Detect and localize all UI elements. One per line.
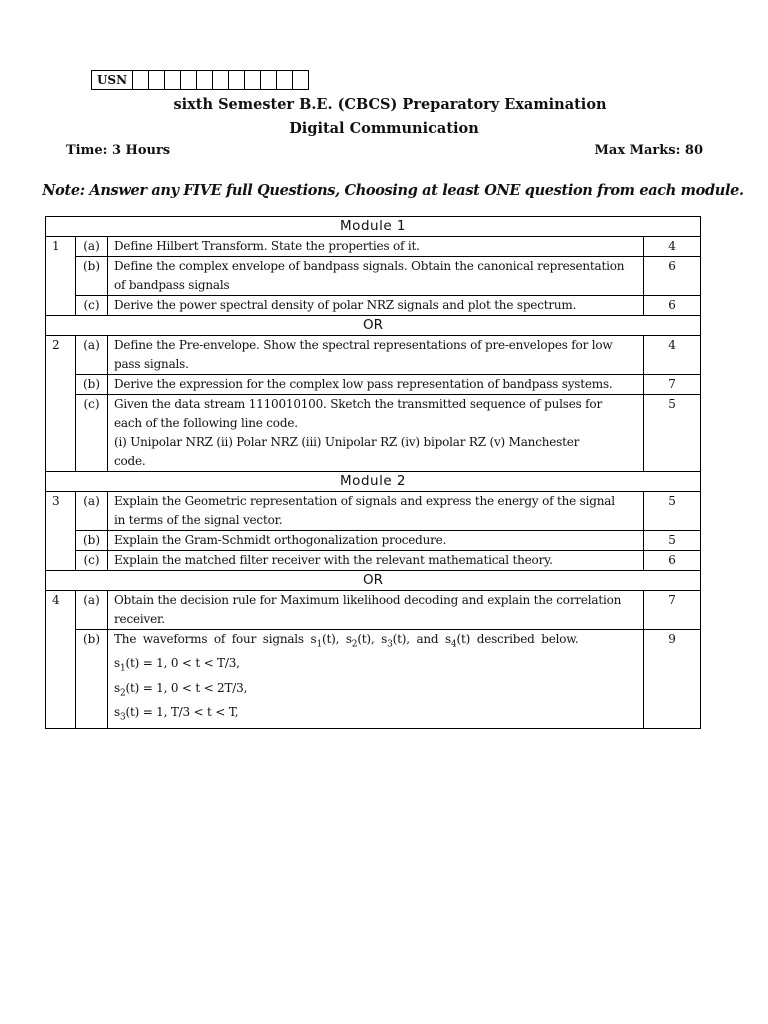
question-row <box>46 630 701 729</box>
question-line: Explain the Gram-Schmidt orthogonalization procedure. <box>114 533 447 547</box>
question-text <box>108 237 644 257</box>
question-row <box>46 336 701 375</box>
marks-value: 6 <box>644 296 701 316</box>
exam-title: sixth Semester B.E. (CBCS) Preparatory Examination <box>173 96 607 113</box>
subscript: 3 <box>387 639 393 650</box>
subscript: 4 <box>450 639 457 650</box>
or-label: OR <box>46 316 701 336</box>
module-heading-row <box>46 217 701 237</box>
question-text <box>108 492 644 531</box>
question-line: pass signals. <box>114 357 189 371</box>
usn-digit-box <box>133 71 149 89</box>
usn-digit-box <box>165 71 181 89</box>
question-line: (i) Unipolar NRZ (ii) Polar NRZ (iii) Unipolar RZ (iv) bipolar RZ (v) Manchester <box>114 435 580 449</box>
question-line: in terms of the signal vector. <box>114 513 283 527</box>
question-text <box>108 531 644 551</box>
marks-value: 6 <box>644 257 701 296</box>
subscript: 2 <box>119 688 126 699</box>
module-title: Module 2 <box>46 472 701 492</box>
question-row <box>46 257 701 296</box>
instructions-note: Note: Answer any FIVE full Questions, Choosing at least ONE question from each module. <box>42 182 744 199</box>
question-line: code. <box>114 454 146 468</box>
part-label: (b) <box>76 257 108 296</box>
subscript: 1 <box>119 663 126 674</box>
max-marks: Max Marks: 80 <box>594 143 703 158</box>
or-row <box>46 316 701 336</box>
part-label: (b) <box>76 375 108 395</box>
usn-digit-box <box>245 71 261 89</box>
or-label: OR <box>46 571 701 591</box>
time-duration: Time: 3 Hours <box>66 143 171 158</box>
question-text <box>108 257 644 296</box>
question-line: Obtain the decision rule for Maximum likelihood decoding and explain the correlation <box>114 593 622 607</box>
question-row <box>46 531 701 551</box>
question-row <box>46 591 701 630</box>
question-row <box>46 237 701 257</box>
usn-label: USN <box>92 71 133 89</box>
usn-box <box>91 70 309 90</box>
question-line: Given the data stream 1110010100. Sketch the transmitted sequence of pulses for <box>114 397 602 411</box>
question-number: 2 <box>46 336 76 472</box>
marks-value: 7 <box>644 591 701 630</box>
part-label: (b) <box>76 531 108 551</box>
usn-digit-box <box>261 71 277 89</box>
marks-value: 5 <box>644 492 701 531</box>
part-label: (c) <box>76 395 108 472</box>
question-line: each of the following line code. <box>114 416 298 430</box>
part-label: (b) <box>76 630 108 729</box>
marks-value: 7 <box>644 375 701 395</box>
module-title: Module 1 <box>46 217 701 237</box>
part-label: (c) <box>76 296 108 316</box>
part-label: (a) <box>76 492 108 531</box>
subscript: 3 <box>119 712 126 723</box>
question-line: Define the Pre-envelope. Show the spectral representations of pre-envelopes for low <box>114 338 613 352</box>
question-text <box>108 630 644 729</box>
part-label: (a) <box>76 336 108 375</box>
question-text <box>108 591 644 630</box>
question-text <box>108 336 644 375</box>
question-line: $s_3(t) = 1$, T/3 < t < T, <box>114 705 239 723</box>
question-number: 3 <box>46 492 76 571</box>
question-line: of bandpass signals <box>114 278 230 292</box>
module-heading-row <box>46 472 701 492</box>
usn-digit-box <box>197 71 213 89</box>
marks-value: 5 <box>644 395 701 472</box>
question-line: Explain the Geometric representation of signals and express the energy of the signal <box>114 494 615 508</box>
question-text <box>108 395 644 472</box>
question-table <box>45 216 701 729</box>
marks-value: 5 <box>644 531 701 551</box>
question-line: Define the complex envelope of bandpass signals. Obtain the canonical representation <box>114 259 625 273</box>
usn-digit-box <box>181 71 197 89</box>
question-line: Derive the power spectral density of polar NRZ signals and plot the spectrum. <box>114 298 577 312</box>
marks-value: 6 <box>644 551 701 571</box>
question-line: Derive the expression for the complex low pass representation of bandpass systems. <box>114 377 613 391</box>
question-line: Define Hilbert Transform. State the properties of it. <box>114 239 420 253</box>
usn-digit-box <box>277 71 293 89</box>
usn-digit-box <box>229 71 245 89</box>
or-row <box>46 571 701 591</box>
question-line: receiver. <box>114 612 165 626</box>
subscript: 2 <box>351 639 358 650</box>
marks-value: 4 <box>644 336 701 375</box>
question-text <box>108 551 644 571</box>
question-line: The waveforms of four signals $s_1(t)$, $s_2(t)$, $s_3(t)$, and $s_4(t)$ described below. <box>114 632 579 650</box>
question-row <box>46 551 701 571</box>
question-text <box>108 296 644 316</box>
question-row <box>46 296 701 316</box>
usn-digit-box <box>149 71 165 89</box>
question-row <box>46 375 701 395</box>
question-row <box>46 395 701 472</box>
question-row <box>46 492 701 531</box>
marks-value: 9 <box>644 630 701 729</box>
part-label: (a) <box>76 591 108 630</box>
question-number: 1 <box>46 237 76 316</box>
question-line: $s_1(t) = 1$, 0 < t < T/3, <box>114 656 240 674</box>
question-line: $s_2(t) = 1$, 0 < t < 2T/3, <box>114 680 248 699</box>
usn-digit-box <box>213 71 229 89</box>
marks-value: 4 <box>644 237 701 257</box>
subscript: 1 <box>316 639 322 650</box>
subject-title: Digital Communication <box>289 120 479 137</box>
question-line: Explain the matched filter receiver with the relevant mathematical theory. <box>114 553 553 567</box>
part-label: (c) <box>76 551 108 571</box>
question-text <box>108 375 644 395</box>
usn-digit-box <box>293 71 308 89</box>
question-number: 4 <box>46 591 76 729</box>
part-label: (a) <box>76 237 108 257</box>
